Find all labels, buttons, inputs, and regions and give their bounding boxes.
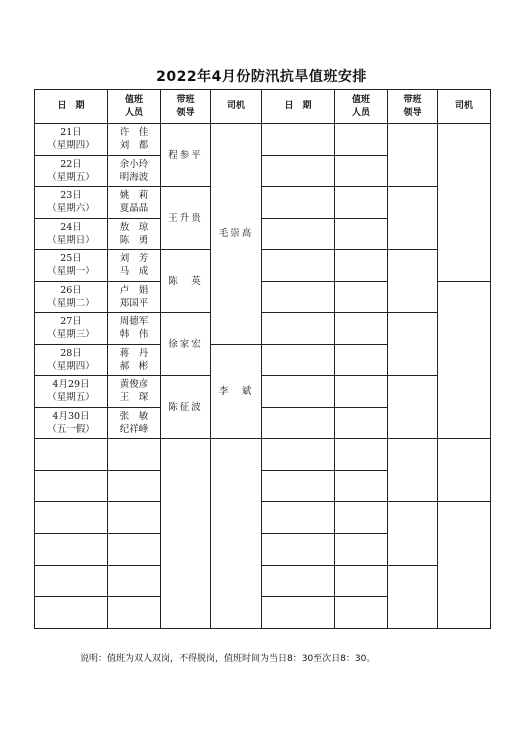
staff-cell <box>108 313 161 345</box>
empty-date-cell <box>262 565 335 597</box>
staff-name: 余小玲 <box>119 158 149 170</box>
header-line: 值班 <box>351 94 370 105</box>
empty-staff-cell <box>335 187 388 219</box>
staff-name: 刘 芳 <box>119 253 149 265</box>
staff-cell <box>108 250 161 282</box>
date-cell <box>35 250 108 282</box>
date: 22日 <box>60 158 82 170</box>
empty-leader-cell <box>388 124 438 187</box>
staff-cell <box>108 376 161 408</box>
header-line: 领导 <box>403 107 422 118</box>
empty-staff-cell <box>335 565 388 597</box>
empty-leader-cell <box>388 313 438 376</box>
empty-date-cell <box>35 439 108 471</box>
driver-cell: 李 斌 <box>211 344 262 439</box>
empty-staff-cell <box>108 502 161 534</box>
date-cell <box>35 187 108 219</box>
empty-staff-cell <box>108 534 161 566</box>
header-row <box>35 90 491 124</box>
empty-date-cell <box>262 470 335 502</box>
empty-leader-cell <box>388 439 438 502</box>
staff-cell <box>108 218 161 250</box>
header-line: 人员 <box>351 107 370 118</box>
empty-date-cell <box>35 502 108 534</box>
empty-date-cell <box>262 502 335 534</box>
date: 27日 <box>60 316 82 328</box>
empty-staff-cell <box>335 534 388 566</box>
empty-staff-cell <box>335 439 388 471</box>
staff-cell <box>108 407 161 439</box>
empty-driver-cell <box>438 281 491 439</box>
empty-leader-cell <box>388 250 438 313</box>
duty-schedule-table <box>34 89 491 629</box>
empty-date-cell <box>262 250 335 282</box>
empty-staff-cell <box>335 155 388 187</box>
empty-leader-cell <box>161 439 211 629</box>
weekday: （星期一） <box>47 266 95 278</box>
blank-row <box>35 565 491 597</box>
date-cell <box>35 218 108 250</box>
empty-driver-cell <box>438 502 491 629</box>
footnote: 说明：值班为双人双岗，不得脱岗，值班时间为当日8：30至次日8：30。 <box>80 654 376 664</box>
staff-name: 韩 伟 <box>119 329 149 341</box>
empty-leader-cell <box>388 565 438 628</box>
empty-staff-cell <box>335 502 388 534</box>
header-driver-2: 司机 <box>438 90 491 124</box>
empty-date-cell <box>262 218 335 250</box>
staff-name: 马 成 <box>119 266 149 278</box>
staff-cell <box>108 124 161 156</box>
weekday: （星期二） <box>47 297 95 309</box>
empty-staff-cell <box>335 313 388 345</box>
empty-staff-cell <box>108 439 161 471</box>
table-row <box>35 124 491 156</box>
staff-name: 张 敏 <box>119 410 149 422</box>
header-date-2: 日 期 <box>262 90 335 124</box>
empty-date-cell <box>262 376 335 408</box>
empty-date-cell <box>262 597 335 629</box>
empty-date-cell <box>35 470 108 502</box>
staff-name: 周德军 <box>119 316 149 328</box>
empty-staff-cell <box>108 565 161 597</box>
empty-date-cell <box>262 281 335 313</box>
blank-row <box>35 439 491 471</box>
date: 24日 <box>60 221 82 233</box>
empty-date-cell <box>35 597 108 629</box>
leader-cell: 陈征波 <box>161 376 211 439</box>
leader-cell: 王升贵 <box>161 187 211 250</box>
blank-row <box>35 502 491 534</box>
staff-name: 明海波 <box>119 171 149 183</box>
staff-name: 卢 娟 <box>119 284 149 296</box>
date-cell <box>35 281 108 313</box>
empty-date-cell <box>262 534 335 566</box>
empty-staff-cell <box>335 407 388 439</box>
empty-date-cell <box>262 439 335 471</box>
staff-name: 黄俊彦 <box>119 379 149 391</box>
staff-name: 许 佳 <box>119 127 149 139</box>
empty-staff-cell <box>335 344 388 376</box>
empty-staff-cell <box>335 250 388 282</box>
header-line: 带班 <box>403 94 422 105</box>
empty-leader-cell <box>388 502 438 565</box>
empty-staff-cell <box>335 218 388 250</box>
table-row <box>35 250 491 282</box>
empty-date-cell <box>262 187 335 219</box>
date: 26日 <box>60 284 82 296</box>
empty-date-cell <box>262 155 335 187</box>
empty-leader-cell <box>388 376 438 439</box>
weekday: （五一假） <box>47 423 95 435</box>
empty-date-cell <box>262 407 335 439</box>
empty-driver-cell <box>438 124 491 282</box>
weekday: （星期四） <box>47 140 95 152</box>
date-cell <box>35 155 108 187</box>
staff-name: 刘 都 <box>119 140 149 152</box>
weekday: （星期五） <box>47 171 95 183</box>
empty-leader-cell <box>388 187 438 250</box>
date: 4月30日 <box>52 410 90 422</box>
empty-staff-cell <box>335 281 388 313</box>
weekday: （星期六） <box>47 203 95 215</box>
staff-cell <box>108 155 161 187</box>
empty-staff-cell <box>335 470 388 502</box>
date-cell <box>35 376 108 408</box>
empty-date-cell <box>262 344 335 376</box>
staff-name: 郝 彬 <box>119 360 149 372</box>
empty-staff-cell <box>108 597 161 629</box>
leader-cell: 程参平 <box>161 124 211 187</box>
staff-cell <box>108 187 161 219</box>
date-cell <box>35 313 108 345</box>
staff-name: 敖 琼 <box>119 221 149 233</box>
header-date: 日 期 <box>35 90 108 124</box>
empty-date-cell <box>35 565 108 597</box>
header-leader <box>161 90 211 124</box>
page-title: 2022年4月份防汛抗旱值班安排 <box>156 69 367 85</box>
header-line: 领导 <box>176 107 195 118</box>
empty-staff-cell <box>335 124 388 156</box>
staff-name: 蒋 丹 <box>119 347 149 359</box>
weekday: （星期五） <box>47 392 95 404</box>
header-line: 带班 <box>176 94 195 105</box>
leader-cell: 陈 英 <box>161 250 211 313</box>
date-cell <box>35 407 108 439</box>
empty-date-cell <box>35 534 108 566</box>
header-staff-2 <box>335 90 388 124</box>
empty-date-cell <box>262 124 335 156</box>
header-leader-2 <box>388 90 438 124</box>
header-staff <box>108 90 161 124</box>
header-driver: 司机 <box>211 90 262 124</box>
staff-cell <box>108 281 161 313</box>
date-cell <box>35 344 108 376</box>
empty-staff-cell <box>335 597 388 629</box>
staff-name: 纪祥峰 <box>119 423 149 435</box>
date: 21日 <box>60 127 82 139</box>
weekday: （星期三） <box>47 329 95 341</box>
empty-staff-cell <box>335 376 388 408</box>
weekday: （星期日） <box>47 234 95 246</box>
date: 4月29日 <box>52 379 90 391</box>
weekday: （星期四） <box>47 360 95 372</box>
leader-cell: 徐家宏 <box>161 313 211 376</box>
staff-cell <box>108 344 161 376</box>
header-line: 人员 <box>124 107 143 118</box>
staff-name: 王 琛 <box>119 392 149 404</box>
staff-name: 陈 勇 <box>119 234 149 246</box>
date: 23日 <box>60 190 82 202</box>
date: 25日 <box>60 253 82 265</box>
header-line: 值班 <box>124 94 143 105</box>
empty-date-cell <box>262 313 335 345</box>
table-row <box>35 313 491 345</box>
staff-name: 郑国平 <box>119 297 149 309</box>
date: 28日 <box>60 347 82 359</box>
empty-staff-cell <box>108 470 161 502</box>
empty-driver-cell <box>211 439 262 629</box>
table-row <box>35 187 491 219</box>
empty-driver-cell <box>438 439 491 502</box>
date-cell <box>35 124 108 156</box>
driver-cell: 毛崇高 <box>211 124 262 345</box>
table-row <box>35 376 491 408</box>
staff-name: 夏晶晶 <box>119 203 149 215</box>
staff-name: 姚 莉 <box>119 190 149 202</box>
